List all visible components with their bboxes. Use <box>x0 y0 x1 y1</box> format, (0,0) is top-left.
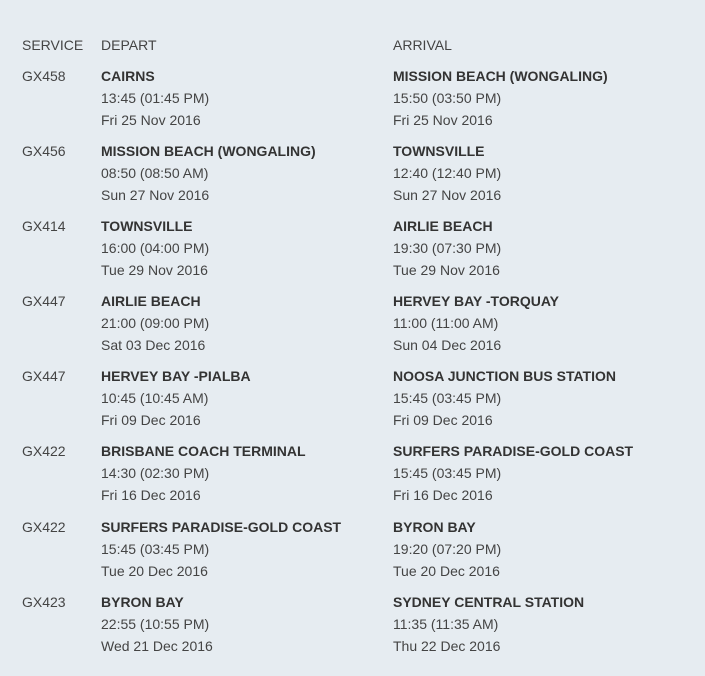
header-depart: DEPART <box>101 37 157 53</box>
arrival-name: TOWNSVILLE <box>393 143 485 159</box>
arrival-name: MISSION BEACH (WONGALING) <box>393 68 608 84</box>
depart-time: 21:00 (09:00 PM) <box>101 315 210 331</box>
depart-name: BRISBANE COACH TERMINAL <box>101 443 306 459</box>
depart-name: CAIRNS <box>101 68 155 84</box>
depart-date: Tue 20 Dec 2016 <box>101 563 208 579</box>
depart-time: 16:00 (04:00 PM) <box>101 240 210 256</box>
depart-stop <box>101 217 391 279</box>
arrival-time: 15:45 (03:45 PM) <box>393 390 502 406</box>
depart-date: Tue 29 Nov 2016 <box>101 262 208 278</box>
depart-stop <box>101 367 391 429</box>
depart-stop <box>101 142 391 204</box>
depart-stop <box>101 67 391 129</box>
arrival-time: 12:40 (12:40 PM) <box>393 165 502 181</box>
timetable-header <box>0 37 705 55</box>
depart-name: SURFERS PARADISE-GOLD COAST <box>101 519 342 535</box>
arrival-time: 11:35 (11:35 AM) <box>393 616 499 632</box>
arrival-date: Fri 16 Dec 2016 <box>393 487 493 503</box>
depart-name: MISSION BEACH (WONGALING) <box>101 143 316 159</box>
depart-date: Wed 21 Dec 2016 <box>101 638 213 654</box>
table-row <box>0 442 705 512</box>
arrival-name: BYRON BAY <box>393 519 476 535</box>
depart-time: 22:55 (10:55 PM) <box>101 616 210 632</box>
depart-date: Fri 16 Dec 2016 <box>101 487 201 503</box>
arrival-stop <box>393 217 683 279</box>
service-code: GX423 <box>22 594 66 610</box>
arrival-date: Thu 22 Dec 2016 <box>393 638 501 654</box>
depart-stop <box>101 442 391 504</box>
arrival-time: 19:20 (07:20 PM) <box>393 541 502 557</box>
arrival-date: Fri 25 Nov 2016 <box>393 112 493 128</box>
arrival-stop <box>393 67 683 129</box>
depart-name: BYRON BAY <box>101 594 184 610</box>
arrival-name: NOOSA JUNCTION BUS STATION <box>393 368 616 384</box>
arrival-date: Sun 27 Nov 2016 <box>393 187 502 203</box>
depart-date: Sun 27 Nov 2016 <box>101 187 210 203</box>
service-code: GX458 <box>22 68 66 84</box>
arrival-stop <box>393 593 683 655</box>
service-code: GX422 <box>22 443 66 459</box>
arrival-date: Tue 29 Nov 2016 <box>393 262 500 278</box>
arrival-name: SURFERS PARADISE-GOLD COAST <box>393 443 634 459</box>
header-arrival: ARRIVAL <box>393 37 452 53</box>
depart-stop <box>101 593 391 655</box>
depart-time: 14:30 (02:30 PM) <box>101 465 210 481</box>
arrival-time: 19:30 (07:30 PM) <box>393 240 502 256</box>
depart-date: Fri 25 Nov 2016 <box>101 112 201 128</box>
header-service: SERVICE <box>22 37 84 53</box>
arrival-stop <box>393 367 683 429</box>
service-code: GX414 <box>22 218 66 234</box>
arrival-name: HERVEY BAY -TORQUAY <box>393 293 559 309</box>
depart-name: TOWNSVILLE <box>101 218 193 234</box>
arrival-time: 11:00 (11:00 AM) <box>393 315 499 331</box>
depart-time: 13:45 (01:45 PM) <box>101 90 210 106</box>
arrival-stop <box>393 442 683 504</box>
arrival-date: Tue 20 Dec 2016 <box>393 563 500 579</box>
depart-time: 08:50 (08:50 AM) <box>101 165 209 181</box>
table-row <box>0 217 705 287</box>
service-code: GX456 <box>22 143 66 159</box>
table-row <box>0 142 705 212</box>
table-row <box>0 518 705 588</box>
table-row <box>0 292 705 362</box>
arrival-name: AIRLIE BEACH <box>393 218 493 234</box>
arrival-date: Sun 04 Dec 2016 <box>393 337 502 353</box>
depart-time: 10:45 (10:45 AM) <box>101 390 209 406</box>
arrival-stop <box>393 518 683 580</box>
depart-date: Fri 09 Dec 2016 <box>101 412 201 428</box>
arrival-stop <box>393 292 683 354</box>
depart-stop <box>101 518 391 580</box>
service-code: GX447 <box>22 368 66 384</box>
depart-time: 15:45 (03:45 PM) <box>101 541 210 557</box>
table-row <box>0 593 705 663</box>
table-row <box>0 367 705 437</box>
depart-name: AIRLIE BEACH <box>101 293 201 309</box>
depart-date: Sat 03 Dec 2016 <box>101 337 206 353</box>
arrival-time: 15:45 (03:45 PM) <box>393 465 502 481</box>
service-code: GX422 <box>22 519 66 535</box>
arrival-date: Fri 09 Dec 2016 <box>393 412 493 428</box>
arrival-name: SYDNEY CENTRAL STATION <box>393 594 585 610</box>
table-row <box>0 67 705 137</box>
arrival-stop <box>393 142 683 204</box>
depart-name: HERVEY BAY -PIALBA <box>101 368 251 384</box>
arrival-time: 15:50 (03:50 PM) <box>393 90 502 106</box>
service-code: GX447 <box>22 293 66 309</box>
depart-stop <box>101 292 391 354</box>
